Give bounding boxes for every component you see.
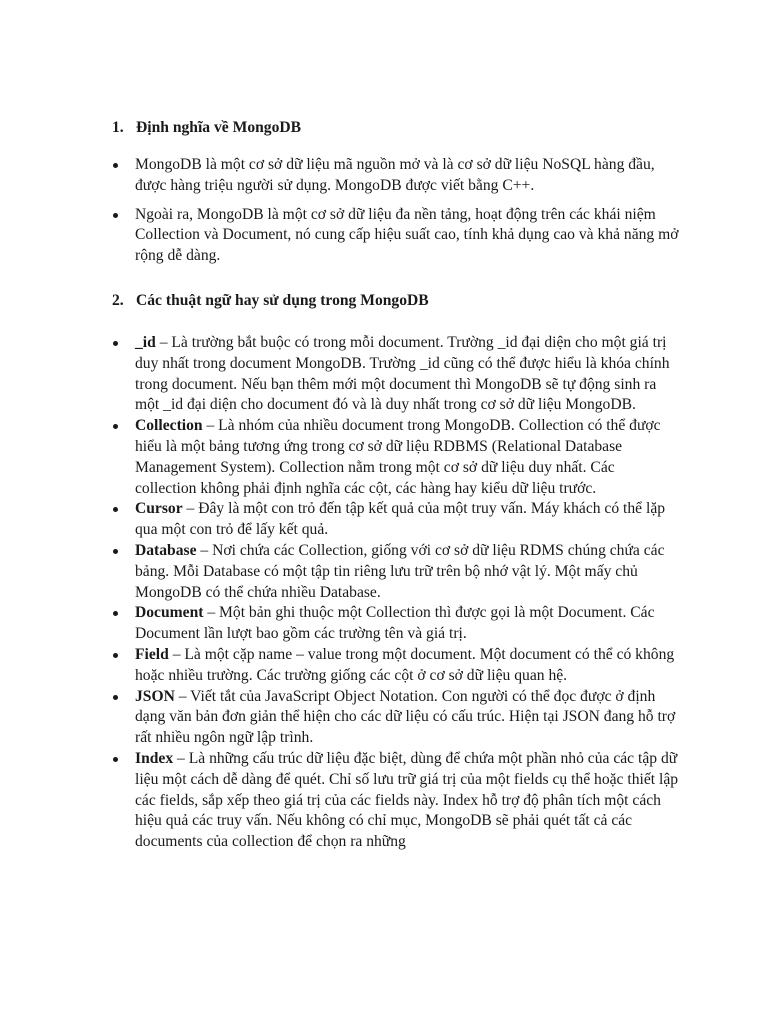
term-label: JSON <box>135 687 175 705</box>
list-item <box>0 205 680 267</box>
term-description: – Là những cấu trúc dữ liệu đặc biệt, dùng để chứa một phần nhỏ của các tập dữ liệu một cách dễ dàng để quét. Chỉ số lưu trữ giá trị của một fields cụ thể hoặc thiết lập các fields, sắp xếp theo giá trị của các fields này. Index hỗ trợ độ phân tích một cách hiệu quả các truy vấn. Nếu không có chỉ mục, MongoDB sẽ phải quét tất cả các documents của collection để chọn ra những <box>135 749 679 851</box>
list-item <box>0 333 680 416</box>
term-description: – Là một cặp name – value trong một document. Một document có thể có không hoặc nhiều trường. Các trường giống các cột ở cơ sở dữ liệu quan hệ. <box>135 645 675 684</box>
item-text: Ngoài ra, MongoDB là một cơ sở dữ liệu đa nền tảng, hoạt động trên các khái niệm Collection và Document, nó cung cấp hiệu suất cao, tính khả dụng cao và khả năng mở rộng dễ dàng. <box>135 205 679 265</box>
section-2-number: 2. <box>112 292 124 309</box>
bullet-icon <box>113 213 118 218</box>
term-description: – Là nhóm của nhiều document trong MongoDB. Collection có thể được hiểu là một bảng tương ứng trong cơ sở dữ liệu RDBMS (Relational Database Management System). Collection nằm trong một cơ sở dữ liệu duy nhất. Các collection không phải định nghĩa các cột, các hàng hay kiểu dữ liệu trước. <box>135 417 661 497</box>
section-1-list <box>0 155 680 275</box>
term-label: _id <box>135 334 156 351</box>
bullet-icon <box>113 507 118 512</box>
bullet-icon <box>113 653 118 658</box>
term-label: Cursor <box>135 500 183 518</box>
term-label: Index <box>135 749 174 767</box>
item-text: MongoDB là một cơ sở dữ liệu mã nguồn mở và là cơ sở dữ liệu NoSQL hàng đầu, được hàng triệu người sử dụng. MongoDB được viết bằng C++. <box>135 156 655 194</box>
bullet-icon <box>113 757 118 762</box>
term-description: – Nơi chứa các Collection, giống với cơ sở dữ liệu RDMS chúng chứa các bảng. Mỗi Database có một tập tin riêng lưu trữ trên bộ nhớ vật lý. Một mấy chủ MongoDB có thể chứa nhiều Database. <box>135 541 665 601</box>
term-description: – Là trường bắt buộc có trong mỗi document. Trường _id đại diện cho một giá trị duy nhất trong document MongoDB. Trường _id cũng có thể được hiểu là khóa chính trong document. Nếu bạn thêm mới một document thì MongoDB sẽ tự động sinh ra một _id đại diện cho document đó và là duy nhất trong cơ sở dữ liệu MongoDB. <box>135 334 670 414</box>
section-2-heading <box>112 291 429 312</box>
list-item <box>0 499 680 541</box>
list-item <box>0 645 680 687</box>
list-item <box>0 749 680 853</box>
term-label: Field <box>135 645 169 663</box>
bullet-icon <box>113 163 118 168</box>
bullet-icon <box>113 549 118 554</box>
section-2-title: Các thuật ngữ hay sử dụng trong MongoDB <box>136 292 429 309</box>
section-1-title: Định nghĩa về MongoDB <box>136 119 302 136</box>
section-2-list <box>0 333 680 853</box>
term-label: Database <box>135 541 197 559</box>
term-label: Document <box>135 604 204 622</box>
bullet-icon <box>113 695 118 700</box>
list-item <box>0 603 680 645</box>
term-description: – Một bản ghi thuộc một Collection thì được gọi là một Document. Các Document lần lượt bao gồm các trường tên và giá trị. <box>135 604 655 643</box>
list-item <box>0 541 680 603</box>
term-description: – Viết tắt của JavaScript Object Notation. Con người có thể đọc được ở định dạng văn bản đơn giản thể hiện cho các dữ liệu có cấu trúc. Hiện tại JSON đang hỗ trợ rất nhiều ngôn ngữ lập trình. <box>135 687 676 747</box>
section-1-heading <box>112 118 301 139</box>
list-item <box>0 155 680 197</box>
list-item <box>0 416 680 499</box>
term-label: Collection <box>135 417 203 435</box>
bullet-icon <box>113 341 118 346</box>
bullet-icon <box>113 424 118 429</box>
bullet-icon <box>113 611 118 616</box>
term-description: – Đây là một con trỏ đến tập kết quả của một truy vấn. Máy khách có thể lặp qua một con trỏ để lấy kết quả. <box>135 500 666 539</box>
list-item <box>0 687 680 749</box>
section-1-number: 1. <box>112 119 124 136</box>
